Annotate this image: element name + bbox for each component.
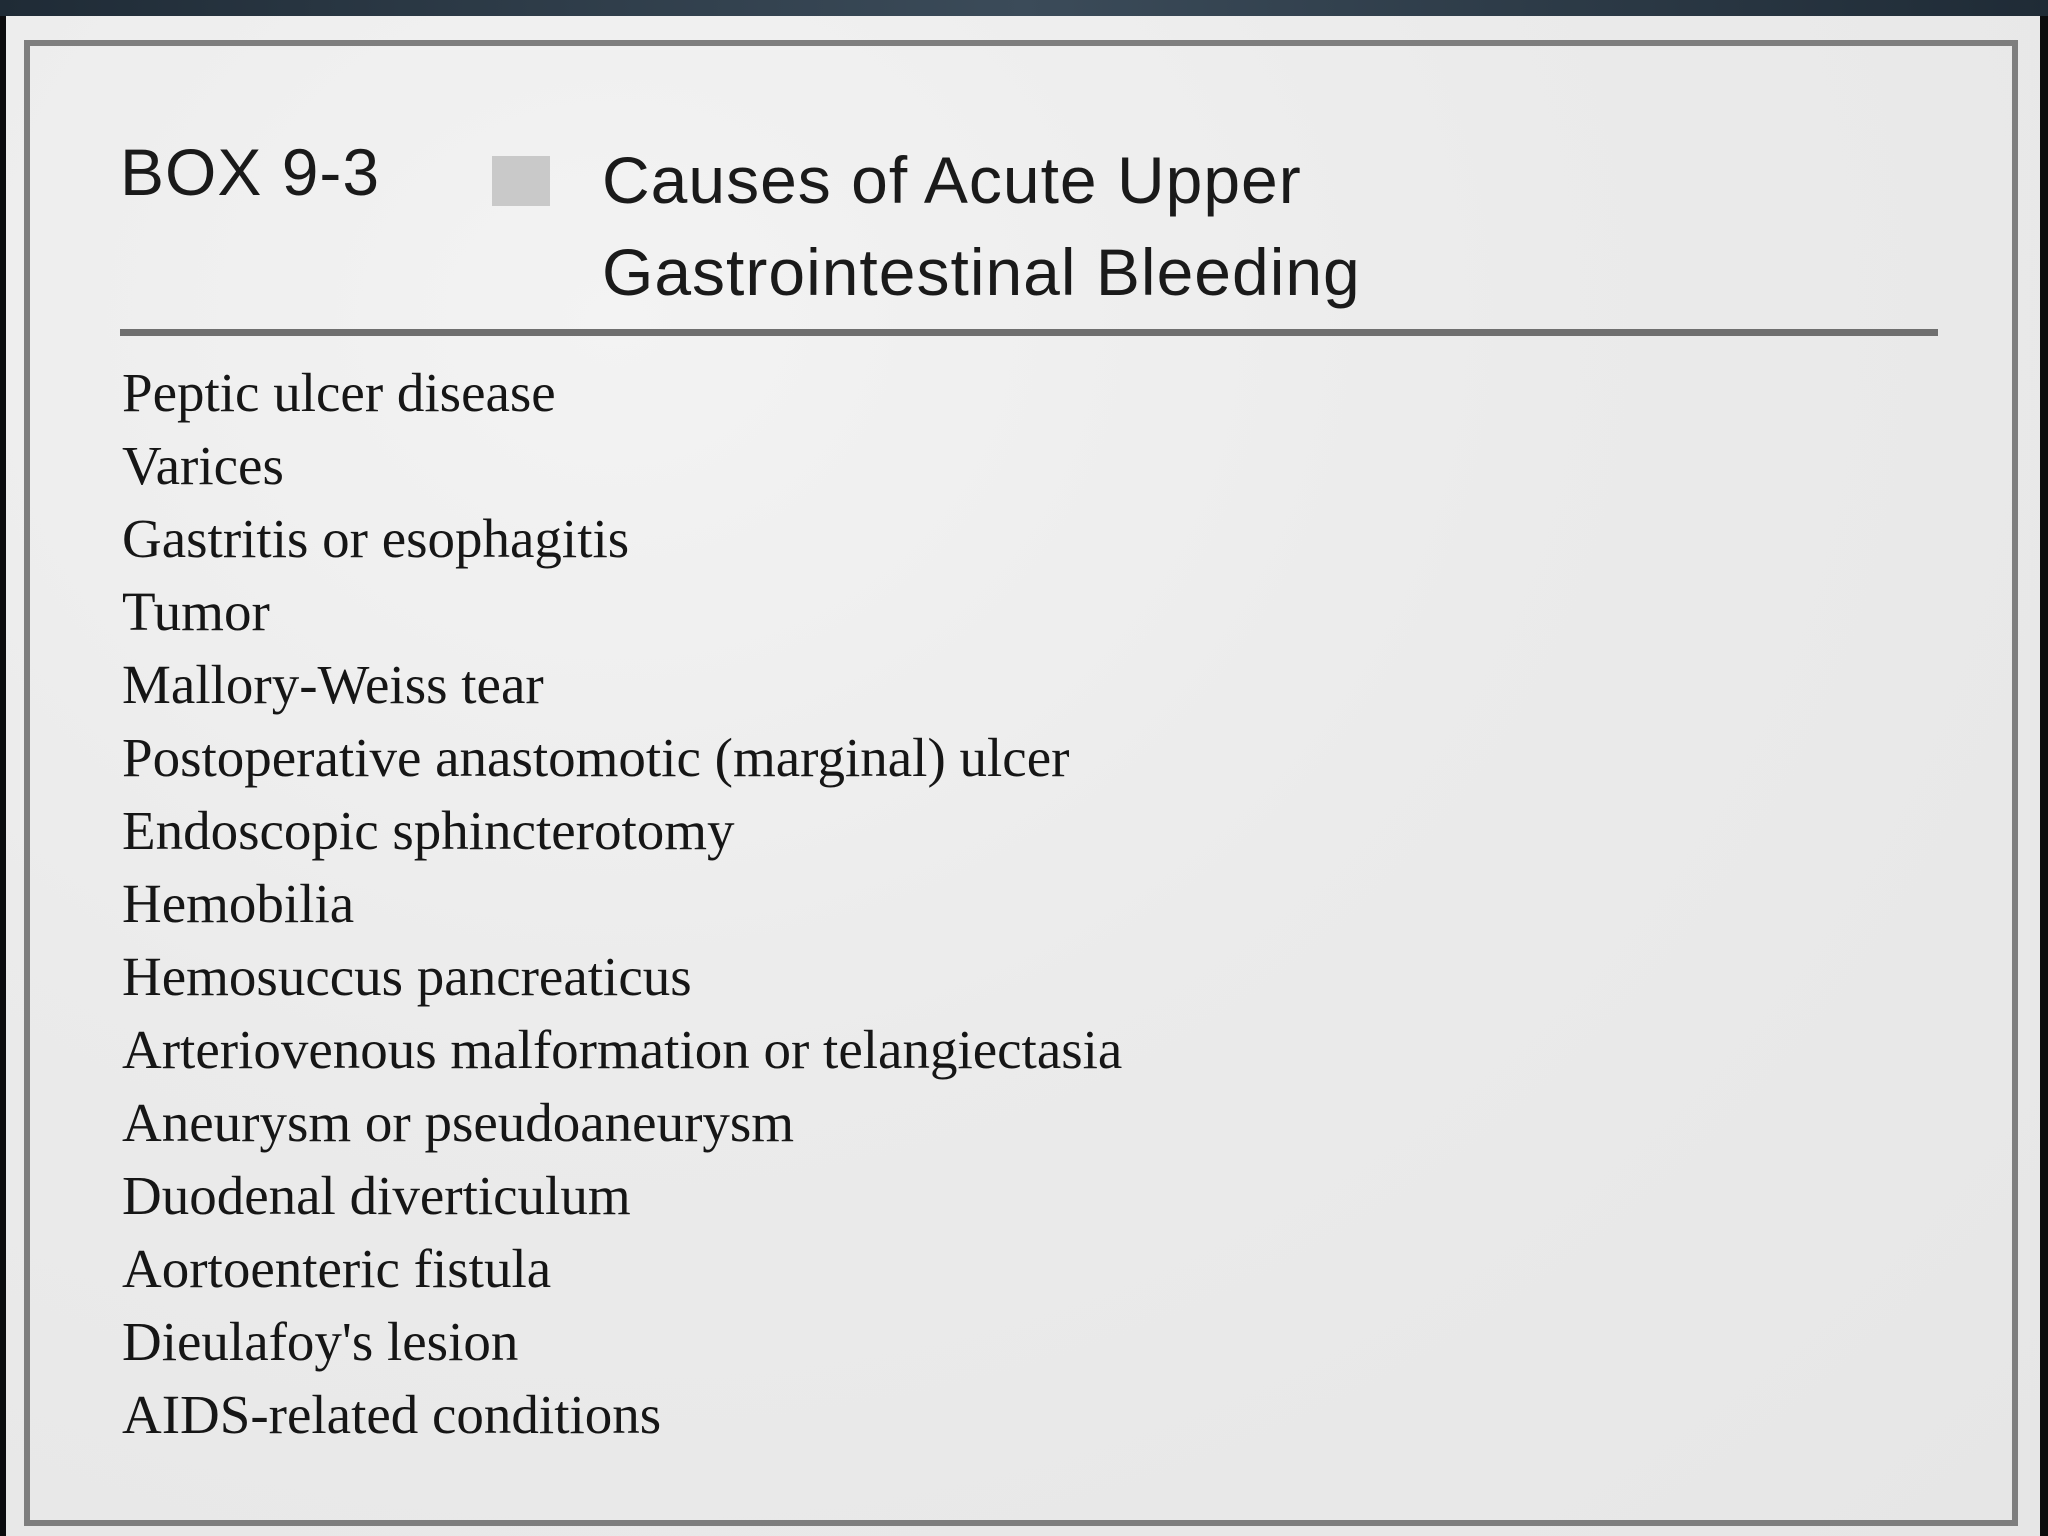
list-item: Postoperative anastomotic (marginal) ulcer <box>122 727 1070 788</box>
list-item: Aortoenteric fistula <box>122 1238 552 1299</box>
box-label: BOX 9-3 <box>120 135 381 209</box>
scanned-page <box>6 16 2040 1536</box>
list-item: Gastritis or esophagitis <box>122 508 630 569</box>
list-item: Hemobilia <box>122 873 355 934</box>
list-item: Arteriovenous malformation or telangiectasia <box>122 1019 1123 1080</box>
box-title <box>602 134 1361 318</box>
top-window-strip <box>0 0 2048 16</box>
list-item: Duodenal diverticulum <box>122 1165 631 1226</box>
title-divider <box>120 329 1938 336</box>
list-item: Aneurysm or pseudoaneurysm <box>122 1092 795 1153</box>
list-item: Tumor <box>122 581 270 642</box>
list-item: AIDS-related conditions <box>122 1384 662 1445</box>
box-title-line-2: Gastrointestinal Bleeding <box>602 235 1361 309</box>
list-item: Endoscopic sphincterotomy <box>122 800 735 861</box>
list-item: Peptic ulcer disease <box>122 362 556 423</box>
list-item: Hemosuccus pancreaticus <box>122 946 692 1007</box>
box-title-line-1: Causes of Acute Upper <box>602 143 1302 217</box>
causes-list <box>122 356 1122 1451</box>
list-item: Mallory-Weiss tear <box>122 654 544 715</box>
list-item: Dieulafoy's lesion <box>122 1311 519 1372</box>
list-item: Varices <box>122 435 284 496</box>
box-marker-square <box>492 156 550 206</box>
